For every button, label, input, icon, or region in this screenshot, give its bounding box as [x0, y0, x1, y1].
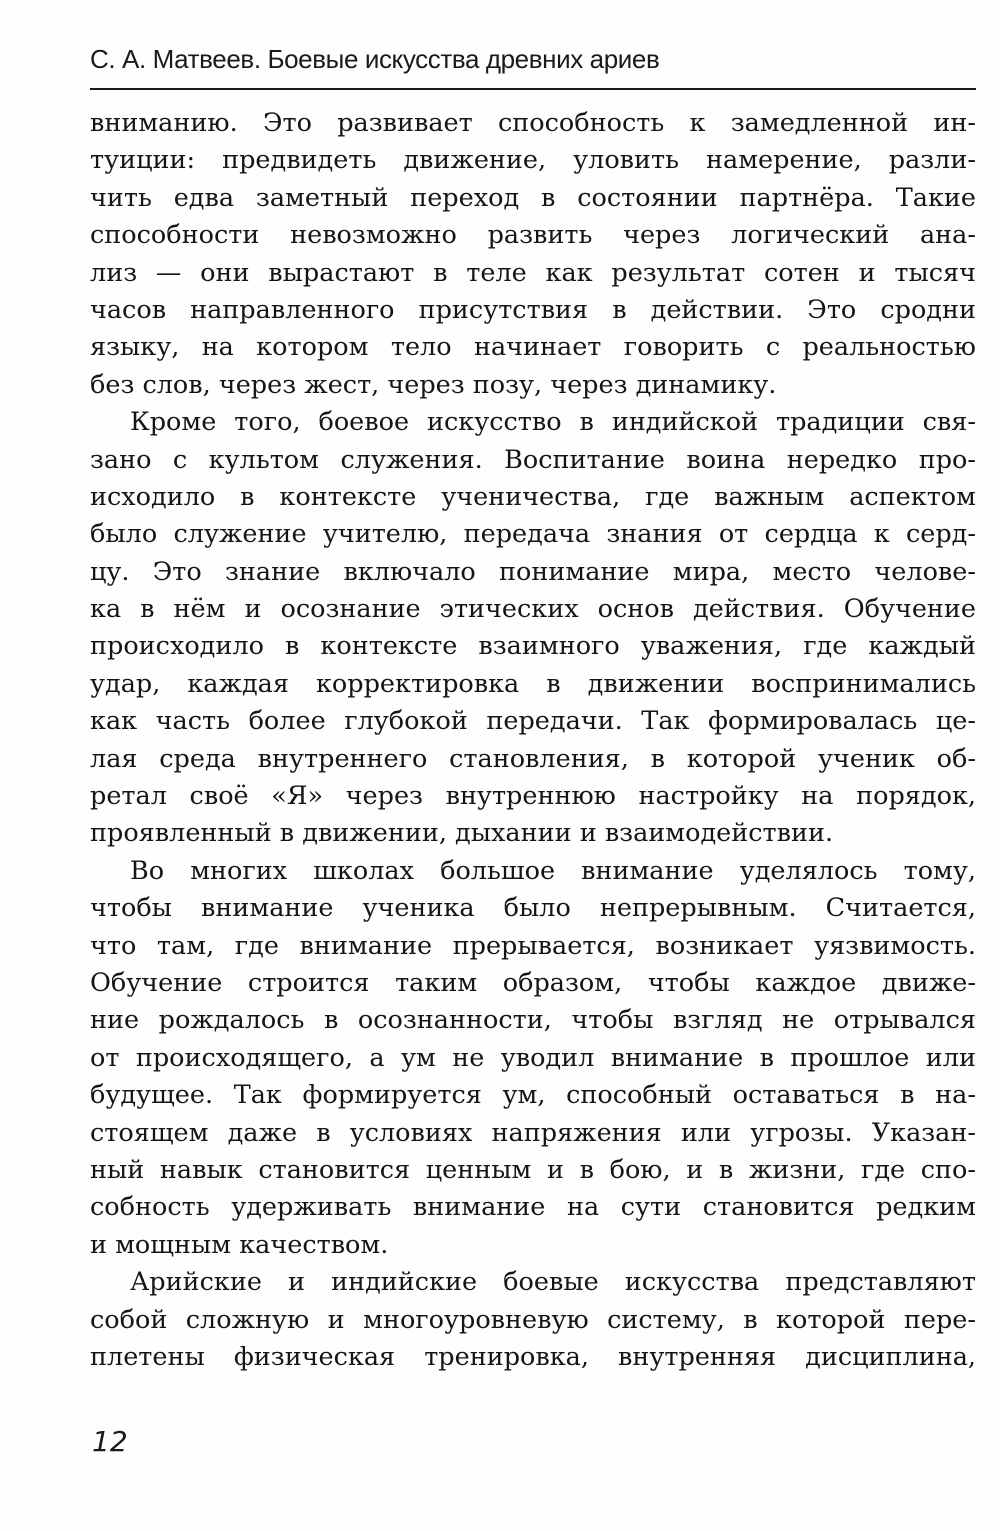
- header-divider: [90, 88, 976, 90]
- text-line: как часть более глубокой передачи. Так формировалась це-: [90, 706, 976, 737]
- text-line: собность удерживать внимание на сути становится редким: [90, 1192, 976, 1223]
- text-line: чтобы внимание ученика было непрерывным. Считается,: [90, 893, 976, 924]
- text-line: лиз — они вырастают в теле как результат сотен и тысяч: [90, 257, 976, 288]
- text-line: цу. Это знание включало понимание мира, место челове-: [90, 556, 976, 587]
- paragraph-first-line: Кроме того, боевое искусство в индийской традиции свя-: [130, 407, 976, 438]
- text-line: туиции: предвидеть движение, уловить намерение, разли-: [90, 145, 976, 176]
- text-line: от происходящего, а ум не уводил внимание в прошлое или: [90, 1042, 976, 1073]
- text-line: и мощным качеством.: [90, 1229, 389, 1260]
- text-line: что там, где внимание прерывается, возникает уязвимость.: [90, 930, 976, 961]
- page-number: 12: [92, 1425, 128, 1458]
- text-line: часов направленного присутствия в действии. Это сродни: [90, 294, 976, 325]
- paragraph-first-line: Арийские и индийские боевые искусства представляют: [130, 1267, 976, 1298]
- text-line: языку, на котором тело начинает говорить с реальностью: [90, 332, 976, 363]
- paragraph-first-line: Во многих школах большое внимание уделялось тому,: [130, 855, 976, 886]
- text-line: удар, каждая корректировка в движении воспринимались: [90, 668, 976, 699]
- text-line: ретал своё «Я» через внутреннюю настройку на порядок,: [90, 781, 976, 812]
- text-line: зано с культом служения. Воспитание воина нередко про-: [90, 444, 976, 475]
- text-line: будущее. Так формируется ум, способный оставаться в на-: [90, 1080, 976, 1111]
- text-line: чить едва заметный переход в состоянии партнёра. Такие: [90, 182, 976, 213]
- text-line: ный навык становится ценным и в бою, и в жизни, где спо-: [90, 1154, 976, 1185]
- text-line: ка в нём и осознание этических основ действия. Обучение: [90, 594, 976, 625]
- text-line: собой сложную и многоуровневую систему, в которой пере-: [90, 1304, 976, 1335]
- running-header: С. А. Матвеев. Боевые искусства древних ариев: [90, 44, 660, 74]
- text-line: исходило в контексте ученичества, где важным аспектом: [90, 481, 976, 512]
- text-line: стоящем даже в условиях напряжения или угрозы. Указан-: [90, 1117, 976, 1148]
- text-line: было служение учителю, передача знания от сердца к серд-: [90, 519, 976, 550]
- text-line: проявленный в движении, дыхании и взаимодействии.: [90, 818, 834, 849]
- body-text: [90, 105, 976, 1376]
- text-line: вниманию. Это развивает способность к замедленной ин-: [90, 108, 976, 138]
- text-line: плетены физическая тренировка, внутренняя дисциплина,: [90, 1341, 976, 1372]
- text-line: без слов, через жест, через позу, через динамику.: [90, 369, 777, 400]
- text-line: Обучение строится таким образом, чтобы каждое движе-: [90, 967, 976, 998]
- text-line: происходило в контексте взаимного уважения, где каждый: [90, 631, 976, 662]
- text-line: ние рождалось в осознанности, чтобы взгляд не отрывался: [90, 1005, 976, 1036]
- text-line: способности невозможно развить через логический ана-: [90, 220, 976, 251]
- text-line: лая среда внутреннего становления, в которой ученик об-: [90, 743, 976, 774]
